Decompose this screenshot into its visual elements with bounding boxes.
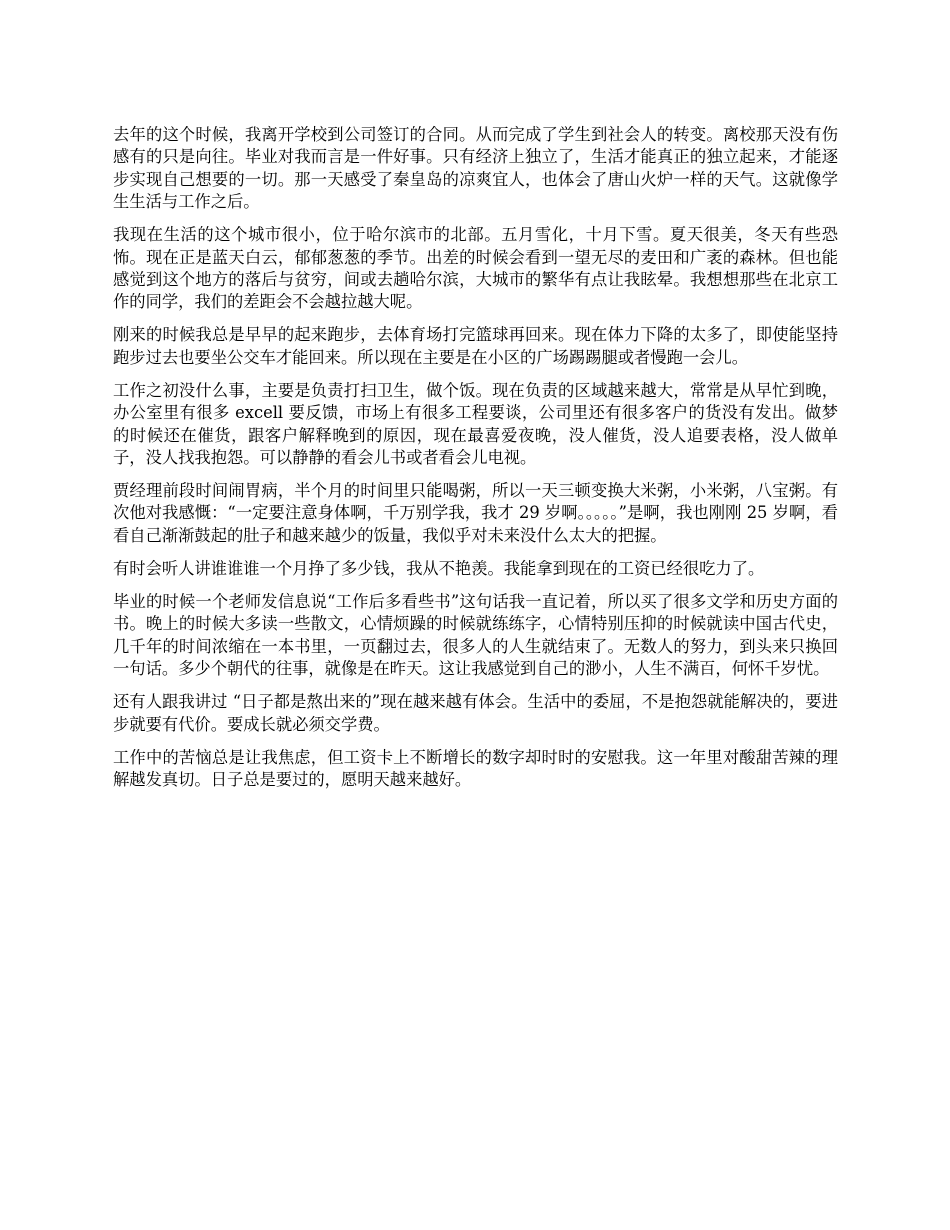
paragraph-8: 还有人跟我讲过 “日子都是熬出来的”现在越来越有体会。生活中的委屈，不是抱怨就能解决的，要进步就要有代价。要成长就必须交学费。	[113, 692, 838, 734]
paragraph-4: 工作之初没什么事，主要是负责打扫卫生，做个饭。现在负责的区域越来越大，常常是从早忙到晚，办公室里有很多 excell 要反馈，市场上有很多工程要谈，公司里还有很多客户的货没有发出。做梦的时候还在催货，跟客户解释晚到的原因，现在最喜爱夜晚，没人催货，没人追要表格，没人做单子，没人找我抱怨。可以静静的看会儿书或者看会儿电视。	[113, 380, 838, 468]
paragraph-1: 去年的这个时候，我离开学校到公司签订的合同。从而完成了学生到社会人的转变。离校那天没有伤感有的只是向往。毕业对我而言是一件好事。只有经济上独立了，生活才能真正的独立起来，才能逐步实现自己想要的一切。那一天感受了秦皇岛的凉爽宜人，也体会了唐山火炉一样的天气。这就像学生生活与工作之后。	[113, 125, 838, 212]
paragraph-9: 工作中的苦恼总是让我焦虑，但工资卡上不断增长的数字却时时的安慰我。这一年里对酸甜苦辣的理解越发真切。日子总是要过的，愿明天越来越好。	[113, 747, 838, 789]
paragraph-5: 贾经理前段时间闹胃病，半个月的时间里只能喝粥，所以一天三顿变换大米粥，小米粥，八宝粥。有次他对我感慨：“一定要注意身体啊，千万别学我，我才 29 岁啊。。。。。”是啊，我也刚刚 25 岁啊，看看自己渐渐鼓起的肚子和越来越少的饭量，我似乎对未来没什么太大的把握。	[113, 481, 838, 545]
paragraph-3: 刚来的时候我总是早早的起来跑步，去体育场打完篮球再回来。现在体力下降的太多了，即使能坚持跑步过去也要坐公交车才能回来。所以现在主要是在小区的广场踢踢腿或者慢跑一会儿。	[113, 325, 838, 367]
paragraph-7: 毕业的时候一个老师发信息说“工作后多看些书”这句话我一直记着，所以买了很多文学和历史方面的书。晚上的时候大多读一些散文，心情烦躁的时候就练练字，心情特别压抑的时候就读中国古代史，几千年的时间浓缩在一本书里，一页翻过去，很多人的人生就结束了。无数人的努力，到头来只换回一句话。多少个朝代的往事，就像是在昨天。这让我感觉到自己的渺小，人生不满百，何怀千岁忧。	[113, 591, 838, 679]
paragraph-6: 有时会听人讲谁谁谁一个月挣了多少钱，我从不艳羡。我能拿到现在的工资已经很吃力了。	[113, 558, 765, 578]
document-body	[113, 124, 838, 802]
paragraph-2: 我现在生活的这个城市很小，位于哈尔滨市的北部。五月雪化，十月下雪。夏天很美，冬天有些恐怖。现在正是蓝天白云，郁郁葱葱的季节。出差的时候会看到一望无尽的麦田和广袤的森林。但也能感觉到这个地方的落后与贫穷，间或去趟哈尔滨，大城市的繁华有点让我眩晕。我想想那些在北京工作的同学，我们的差距会不会越拉越大呢。	[113, 225, 838, 312]
